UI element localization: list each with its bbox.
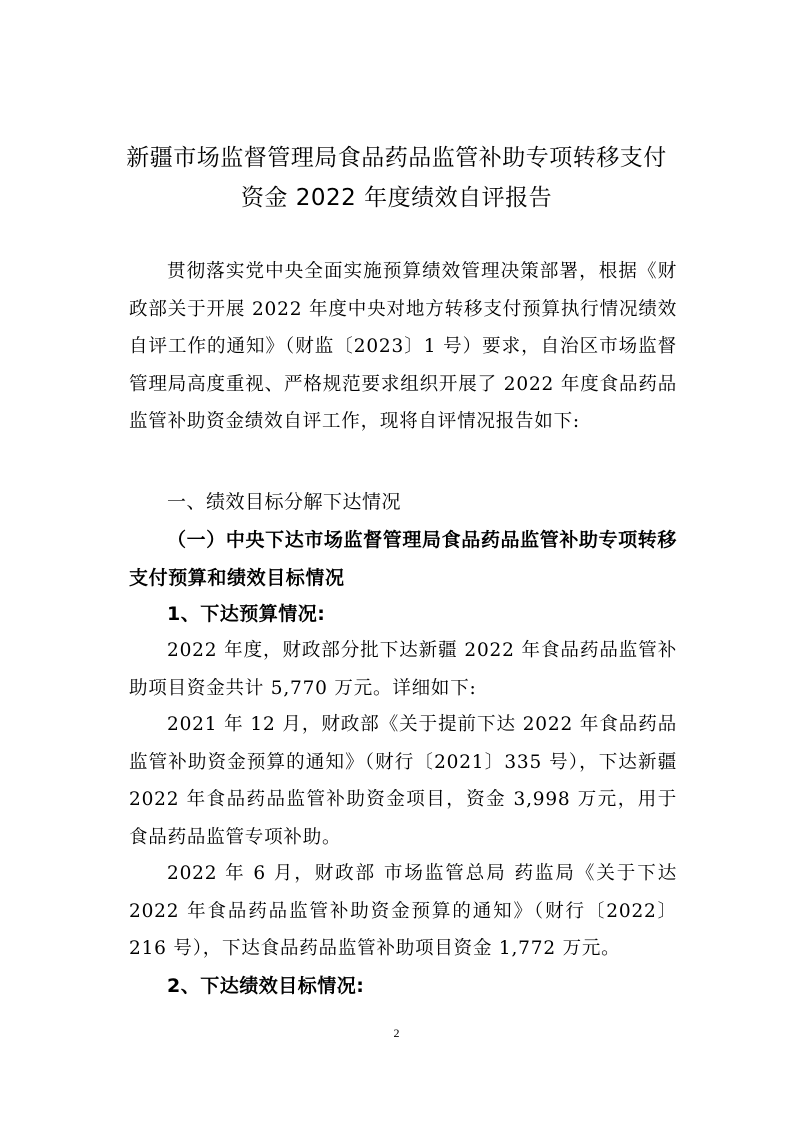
item-heading-performance: 2、下达绩效目标情况: bbox=[167, 975, 365, 997]
paragraph-budget-total: 2022 年度，财政部分批下达新疆 2022 年食品药品监管补助项目资金共计 5,770 万元。详细如下: bbox=[129, 640, 677, 699]
item-heading-budget: 1、下达预算情况: bbox=[167, 603, 326, 625]
paragraph-jun-2022: 2022 年 6 月，财政部 市场监管总局 药监局《关于下达 2022 年食品药品监管补助资金预算的通知》（财行〔2022〕216 号），下达食品药品监管补助项目资金 1,772 万元。 bbox=[129, 863, 677, 959]
report-title-line-1: 新疆市场监督管理局食品药品监管补助专项转移支付 bbox=[126, 145, 667, 171]
paragraph-dec-2021: 2021 年 12 月，财政部《关于提前下达 2022 年食品药品监管补助资金预算的通知》（财行〔2021〕335 号），下达新疆 2022 年食品药品监管补助资金项目，资金 3,998 万元，用于食品药品监管专项补助。 bbox=[129, 714, 677, 848]
intro-paragraph: 贯彻落实党中央全面实施预算绩效管理决策部署，根据《财政部关于开展 2022 年度中央对地方转移支付预算执行情况绩效自评工作的通知》（财监〔2023〕1 号）要求，自治区市场监督管理局高度重视、严格规范要求组织开展了 2022 年度食品药品监管补助资金绩效自评工作，现将自评情况报告如下: bbox=[129, 261, 677, 432]
report-title-line-2: 资金 2022 年度绩效自评报告 bbox=[240, 185, 553, 211]
section-heading-1: 一、绩效目标分解下达情况 bbox=[167, 491, 402, 513]
page-number: 2 bbox=[393, 1026, 400, 1040]
subsection-heading-1: （一）中央下达市场监督管理局食品药品监管补助专项转移支付预算和绩效目标情况 bbox=[129, 529, 677, 589]
